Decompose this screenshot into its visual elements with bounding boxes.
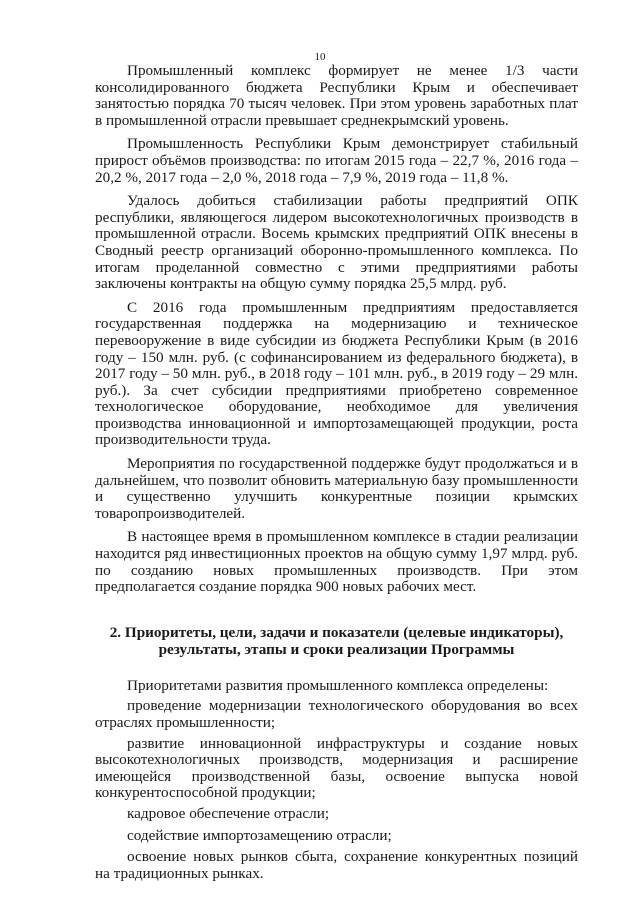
priority-item: развитие инновационной инфраструктуры и создание новых высокотехнологичных производств, модернизация и расширение имеющейся производственной базы, освоение выпуска новой конкурентоспособной продукции; <box>95 734 578 802</box>
section-heading: 2. Приоритеты, цели, задачи и показатели (целевые индикаторы), результаты, этапы и сроки реализации Программы <box>109 623 564 658</box>
paragraph-industry-share: Промышленный комплекс формирует не менее 1/3 части консолидированного бюджета Республики Крым и обеспечивает занятостью порядка 70 тысяч человек. При этом уровень заработных плат в промышленной отрасли превышает среднекрымский уровень. <box>95 62 578 129</box>
page-number: 10 <box>314 51 326 63</box>
paragraph-defense-enterprises: Удалось добиться стабилизации работы предприятий ОПК республики, являющегося лидером высокотехнологичных производств в промышленной отрасли. Восемь крымских предприятий ОПК внесены в Сводный реестр организаций оборонно-промышленного комплекса. По итогам проделанной совместно с этими предприятиями работы заключены контракты на общую сумму порядка 25,5 млрд. руб. <box>95 192 578 293</box>
paragraph-investment-projects: В настоящее время в промышленном комплексе в стадии реализации находится ряд инвестиционных проектов на общую сумму 1,97 млрд. руб. по созданию новых промышленных производств. При этом предполагается создание порядка 900 новых рабочих мест. <box>95 528 578 596</box>
paragraph-production-growth: Промышленность Республики Крым демонстрирует стабильный прирост объёмов производства: по итогам 2015 года – 22,7 %, 2016 года – 20,2 %, 2017 года – 2,0 %, 2018 года – 7,9 %, 2019 года – 11,8 %. <box>95 135 578 186</box>
document-body <box>95 63 578 886</box>
priority-item: освоение новых рынков сбыта, сохранение конкурентных позиций на традиционных рынках. <box>95 848 578 882</box>
priority-item: кадровое обеспечение отрасли; <box>127 804 330 822</box>
priority-item: содействие импортозамещению отрасли; <box>127 826 392 844</box>
priority-item: проведение модернизации технологического оборудования во всех отраслях промышленности; <box>95 697 578 731</box>
paragraph-support-continuation: Мероприятия по государственной поддержке будут продолжаться и в дальнейшем, что позволит обновить материальную базу промышленности и существенно улучшить конкурентные позиции крымских товаропроизводителей. <box>95 455 578 522</box>
priorities-intro: Приоритетами развития промышленного комплекса определены: <box>127 676 549 694</box>
paragraph-state-support: С 2016 года промышленным предприятиям предоставляется государственная поддержка на модернизацию и техническое перевооружение в виде субсидии из бюджета Республики Крым (в 2016 году – 150 млн. руб. (с софинансированием из федерального бюджета), в 2017 году – 50 млн. руб., в 2018 году – 101 млн. руб., в 2019 году – 29 млн. руб.). За счет субсидии предприятиями приобретено современное технологическое оборудование, необходимое для увеличения производства инновационной и импортозамещающей продукции, роста производительности труда. <box>95 298 578 449</box>
